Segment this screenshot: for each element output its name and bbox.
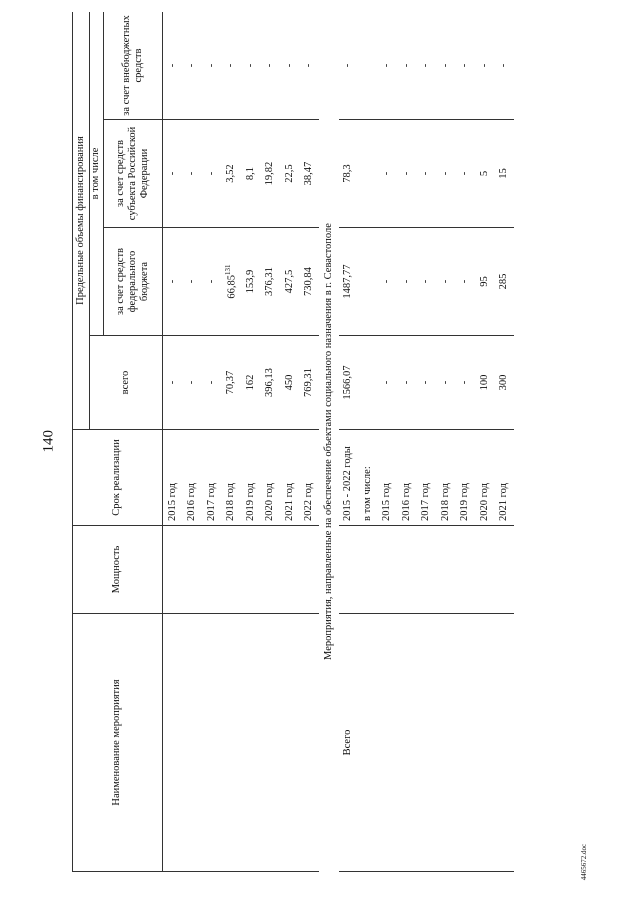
cell-federal: - bbox=[202, 228, 222, 336]
header-financing: Предельные объемы финансирования bbox=[73, 12, 90, 430]
cell-capacity bbox=[495, 526, 515, 614]
cell-regional: 22,5 bbox=[280, 120, 300, 228]
cell-total: - bbox=[417, 336, 437, 430]
cell-extra: - bbox=[475, 12, 495, 120]
cell-name bbox=[222, 614, 242, 872]
financing-table bbox=[72, 12, 514, 872]
cell-federal bbox=[358, 228, 378, 336]
cell-total: 450 bbox=[280, 336, 300, 430]
cell-extra bbox=[358, 12, 378, 120]
header-extrabudget: за счет внебюджетных средств bbox=[104, 12, 163, 120]
cell-name bbox=[241, 614, 261, 872]
cell-capacity bbox=[339, 526, 359, 614]
table-row bbox=[183, 12, 203, 872]
page-number: 140 bbox=[40, 430, 57, 453]
table-row bbox=[280, 12, 300, 872]
footnote-ref: 131 bbox=[223, 264, 232, 275]
cell-name bbox=[495, 614, 515, 872]
cell-capacity bbox=[397, 526, 417, 614]
cell-name bbox=[378, 614, 398, 872]
cell-extra: - bbox=[261, 12, 281, 120]
table-row bbox=[300, 12, 320, 872]
cell-period: 2020 год bbox=[475, 430, 495, 526]
cell-federal: 153,9 bbox=[241, 228, 261, 336]
table-header bbox=[73, 12, 163, 872]
cell-federal: 730,84 bbox=[300, 228, 320, 336]
cell-name: Всего bbox=[339, 614, 359, 872]
cell-regional: - bbox=[417, 120, 437, 228]
cell-federal: - bbox=[378, 228, 398, 336]
cell-federal: - bbox=[397, 228, 417, 336]
cell-name bbox=[202, 614, 222, 872]
cell-regional: 38,47 bbox=[300, 120, 320, 228]
header-name: Наименование мероприятия bbox=[73, 614, 163, 872]
cell-period: 2020 год bbox=[261, 430, 281, 526]
cell-name bbox=[436, 614, 456, 872]
table-row bbox=[241, 12, 261, 872]
cell-regional: - bbox=[378, 120, 398, 228]
cell-capacity bbox=[280, 526, 300, 614]
table-row bbox=[456, 12, 476, 872]
section-title: Мероприятия, направленные на обеспечение объектами социального назначения в г. Севастополе bbox=[322, 223, 334, 660]
cell-name bbox=[261, 614, 281, 872]
cell-total: 162 bbox=[241, 336, 261, 430]
cell-extra: - bbox=[397, 12, 417, 120]
cell-capacity bbox=[163, 526, 183, 614]
cell-capacity bbox=[358, 526, 378, 614]
cell-extra: - bbox=[456, 12, 476, 120]
cell-total bbox=[358, 336, 378, 430]
table-wrapper bbox=[72, 12, 605, 872]
table-row bbox=[358, 12, 378, 872]
cell-extra: - bbox=[378, 12, 398, 120]
header-capacity: Мощность bbox=[73, 526, 163, 614]
cell-regional: 5 bbox=[475, 120, 495, 228]
cell-extra: - bbox=[222, 12, 242, 120]
cell-federal: - bbox=[456, 228, 476, 336]
table-row bbox=[417, 12, 437, 872]
cell-period: 2021 год bbox=[495, 430, 515, 526]
cell-total: - bbox=[163, 336, 183, 430]
cell-federal: 427,5 bbox=[280, 228, 300, 336]
cell-regional: - bbox=[397, 120, 417, 228]
cell-name bbox=[456, 614, 476, 872]
cell-total: 70,37 bbox=[222, 336, 242, 430]
cell-capacity bbox=[261, 526, 281, 614]
cell-federal: - bbox=[417, 228, 437, 336]
section-row bbox=[319, 12, 339, 872]
table-row bbox=[436, 12, 456, 872]
cell-regional: 15 bbox=[495, 120, 515, 228]
table-body bbox=[163, 12, 515, 872]
header-regional: за счет средств субъекта Российской Федерации bbox=[104, 120, 163, 228]
cell-extra: - bbox=[241, 12, 261, 120]
cell-capacity bbox=[378, 526, 398, 614]
cell-total: - bbox=[378, 336, 398, 430]
cell-period: 2016 год bbox=[183, 430, 203, 526]
cell-total: - bbox=[436, 336, 456, 430]
header-federal: за счет средств федерального бюджета bbox=[104, 228, 163, 336]
cell-extra: - bbox=[163, 12, 183, 120]
cell-extra: - bbox=[495, 12, 515, 120]
cell-capacity bbox=[475, 526, 495, 614]
table-row bbox=[202, 12, 222, 872]
cell-regional: 8,1 bbox=[241, 120, 261, 228]
table-row bbox=[163, 12, 183, 872]
cell-name bbox=[358, 614, 378, 872]
cell-total: - bbox=[456, 336, 476, 430]
cell-regional: - bbox=[163, 120, 183, 228]
total-row bbox=[339, 12, 359, 872]
cell-federal: - bbox=[163, 228, 183, 336]
table-row bbox=[495, 12, 515, 872]
cell-period: 2018 год bbox=[436, 430, 456, 526]
cell-total: 300 bbox=[495, 336, 515, 430]
cell-total: 396,13 bbox=[261, 336, 281, 430]
cell-capacity bbox=[222, 526, 242, 614]
cell-name bbox=[475, 614, 495, 872]
cell-federal: - bbox=[183, 228, 203, 336]
header-total: всего bbox=[90, 336, 163, 430]
cell-regional: - bbox=[202, 120, 222, 228]
cell-regional bbox=[358, 120, 378, 228]
cell-capacity bbox=[300, 526, 320, 614]
cell-period: 2017 год bbox=[202, 430, 222, 526]
cell-federal: - bbox=[436, 228, 456, 336]
cell-federal: 376,31 bbox=[261, 228, 281, 336]
cell-extra: - bbox=[300, 12, 320, 120]
document-id: 4465672.doc bbox=[580, 843, 588, 881]
cell-regional: - bbox=[456, 120, 476, 228]
cell-total: 100 bbox=[475, 336, 495, 430]
cell-capacity bbox=[183, 526, 203, 614]
cell-capacity bbox=[241, 526, 261, 614]
cell-extra: - bbox=[183, 12, 203, 120]
cell-name bbox=[417, 614, 437, 872]
cell-federal: 285 bbox=[495, 228, 515, 336]
cell-extra: - bbox=[436, 12, 456, 120]
cell-name bbox=[280, 614, 300, 872]
cell-name bbox=[397, 614, 417, 872]
table-row bbox=[397, 12, 417, 872]
cell-period: в том числе: bbox=[358, 430, 378, 526]
table-row bbox=[261, 12, 281, 872]
header-including: в том числе bbox=[90, 12, 104, 336]
rotated-table-area bbox=[72, 12, 605, 872]
cell-period: 2015 год bbox=[163, 430, 183, 526]
cell-total: 769,31 bbox=[300, 336, 320, 430]
cell-federal: 95 bbox=[475, 228, 495, 336]
cell-capacity bbox=[456, 526, 476, 614]
cell-regional: - bbox=[183, 120, 203, 228]
table-row bbox=[475, 12, 495, 872]
cell-name bbox=[163, 614, 183, 872]
table-row bbox=[222, 12, 242, 872]
table-row bbox=[378, 12, 398, 872]
cell-extra: - bbox=[417, 12, 437, 120]
cell-capacity bbox=[202, 526, 222, 614]
cell-period: 2018 год bbox=[222, 430, 242, 526]
cell-period: 2021 год bbox=[280, 430, 300, 526]
cell-period: 2016 год bbox=[397, 430, 417, 526]
cell-federal: 1487,77 bbox=[339, 228, 359, 336]
federal-value: 66,85 bbox=[226, 274, 238, 299]
cell-period: 2017 год bbox=[417, 430, 437, 526]
cell-period: 2015 - 2022 годы bbox=[339, 430, 359, 526]
cell-extra: - bbox=[339, 12, 359, 120]
cell-regional: - bbox=[436, 120, 456, 228]
cell-regional: 78,3 bbox=[339, 120, 359, 228]
cell-regional: 19,82 bbox=[261, 120, 281, 228]
cell-total: - bbox=[202, 336, 222, 430]
cell-name bbox=[300, 614, 320, 872]
cell-extra: - bbox=[202, 12, 222, 120]
cell-period: 2015 год bbox=[378, 430, 398, 526]
cell-regional: 3,52 bbox=[222, 120, 242, 228]
cell-period: 2019 год bbox=[456, 430, 476, 526]
cell-capacity bbox=[417, 526, 437, 614]
cell-capacity bbox=[436, 526, 456, 614]
cell-total: - bbox=[183, 336, 203, 430]
cell-period: 2022 год bbox=[300, 430, 320, 526]
cell-period: 2019 год bbox=[241, 430, 261, 526]
cell-total: - bbox=[397, 336, 417, 430]
cell-federal bbox=[222, 228, 242, 336]
cell-total: 1566,07 bbox=[339, 336, 359, 430]
header-period: Срок реализации bbox=[73, 430, 163, 526]
cell-extra: - bbox=[280, 12, 300, 120]
cell-name bbox=[183, 614, 203, 872]
